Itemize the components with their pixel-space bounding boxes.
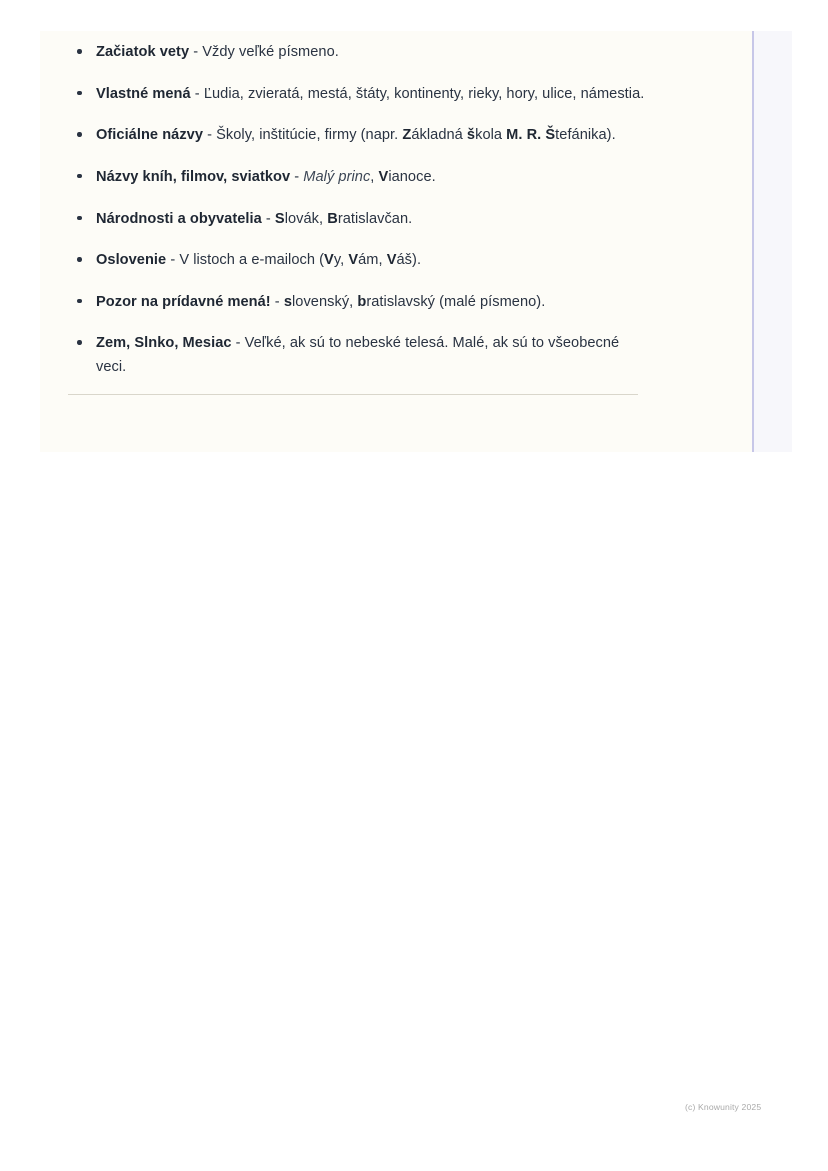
- text-run: ám,: [358, 252, 387, 269]
- text-run: -: [261, 210, 275, 227]
- text-run: ákladná: [411, 127, 467, 144]
- text-run: - Školy, inštitúcie, firmy (napr.: [203, 127, 403, 144]
- list-item: [68, 83, 648, 107]
- emphasis-bold: Národnosti a obyvatelia: [96, 210, 262, 227]
- text-run: ratislavčan.: [337, 210, 413, 227]
- text-run: - Vždy veľké písmeno.: [189, 44, 339, 60]
- list-item-text: [96, 44, 339, 60]
- list-item-text: [96, 86, 644, 102]
- text-run: -: [270, 293, 284, 310]
- bullet-dot-icon: [77, 91, 82, 96]
- list-item-text: [96, 169, 436, 185]
- emphasis-bold: Vlastné mená: [96, 85, 191, 102]
- list-item: [68, 208, 648, 232]
- list-item-text: [96, 252, 421, 268]
- text-run: - Ľudia, zvieratá, mestá, štáty, kontinenty, rieky, hory, ulice, námestia.: [190, 85, 645, 102]
- text-run: ratislavský (malé písmeno).: [366, 293, 546, 310]
- emphasis-bold: Názvy kníh, filmov, sviatkov: [96, 168, 291, 185]
- text-run: lovák,: [284, 210, 328, 227]
- bullet-dot-icon: [77, 257, 82, 262]
- bullet-dot-icon: [77, 340, 82, 345]
- emphasis-bold: Pozor na prídavné mená!: [96, 293, 271, 310]
- emphasis-bold: V: [386, 252, 397, 269]
- footer-credit: (c) Knowunity 2025: [685, 1102, 762, 1112]
- emphasis-bold: Oficiálne názvy: [96, 127, 204, 144]
- emphasis-italic: Malý princ: [303, 168, 371, 185]
- text-run: - Veľké, ak sú to nebeské telesá. Malé, ak sú to všeobecné veci.: [96, 335, 620, 376]
- emphasis-bold: Oslovenie: [96, 252, 167, 269]
- text-run: y,: [333, 252, 349, 269]
- list-item-text: [96, 335, 619, 375]
- text-run: ianoce.: [388, 168, 436, 185]
- list-item-text: [96, 211, 412, 227]
- page-edge-strip: [752, 31, 792, 452]
- section-divider: [68, 394, 638, 395]
- text-run: -: [290, 168, 304, 185]
- bullet-dot-icon: [77, 299, 82, 304]
- text-run: áš).: [396, 252, 422, 269]
- list-item: [68, 124, 648, 148]
- emphasis-bold: M. R. Š: [506, 127, 556, 144]
- emphasis-bold: S: [274, 210, 285, 227]
- list-item: [68, 291, 648, 315]
- emphasis-bold: š: [466, 127, 476, 144]
- text-run: tefánika).: [555, 127, 616, 144]
- emphasis-bold: V: [324, 252, 334, 269]
- text-run: - V listoch a e-mailoch (: [166, 252, 325, 269]
- bullet-dot-icon: [77, 132, 82, 137]
- emphasis-bold: s: [283, 293, 292, 310]
- emphasis-bold: Zem, Slnko, Mesiac: [96, 335, 232, 352]
- emphasis-bold: b: [357, 293, 367, 310]
- emphasis-bold: B: [327, 210, 338, 227]
- emphasis-bold: Začiatok vety: [96, 44, 190, 60]
- list-item-text: [96, 294, 545, 310]
- text-run: lovenský,: [292, 293, 358, 310]
- list-item: [68, 41, 648, 65]
- emphasis-bold: V: [378, 168, 389, 185]
- bullet-dot-icon: [77, 216, 82, 221]
- rules-bullet-list: [68, 41, 648, 380]
- text-run: ,: [370, 168, 379, 185]
- list-item: [68, 332, 648, 379]
- list-item: [68, 166, 648, 190]
- bullet-dot-icon: [77, 49, 82, 54]
- emphasis-bold: Z: [402, 127, 412, 144]
- list-item: [68, 249, 648, 273]
- text-run: kola: [475, 127, 507, 144]
- bullet-dot-icon: [77, 174, 82, 179]
- list-item-text: [96, 127, 616, 143]
- emphasis-bold: V: [348, 252, 359, 269]
